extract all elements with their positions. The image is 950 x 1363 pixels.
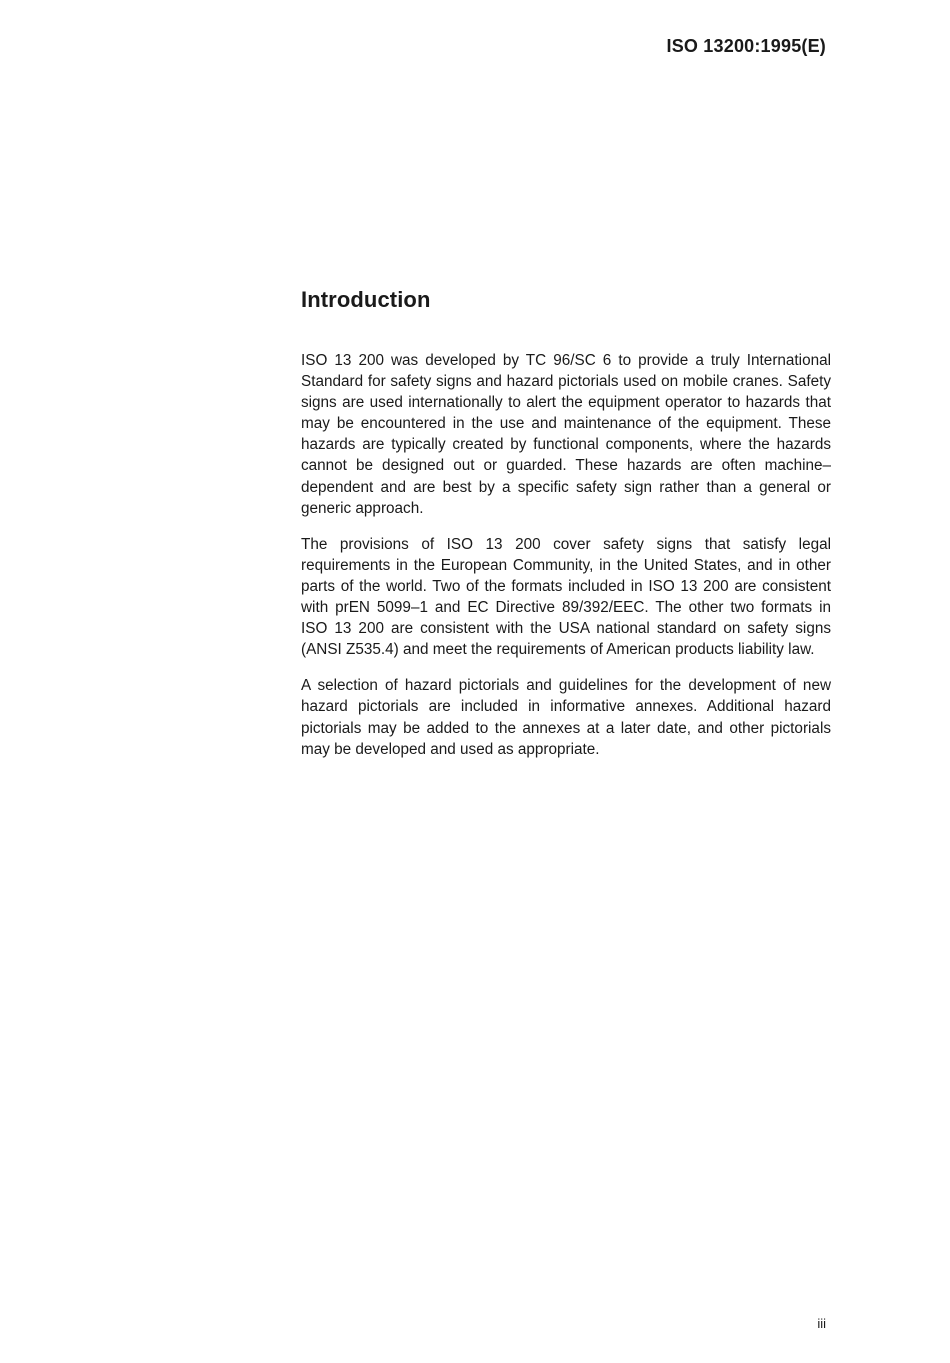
section-title: Introduction (301, 287, 431, 312)
document-id-header: ISO 13200:1995(E) (666, 36, 826, 56)
paragraph: The provisions of ISO 13 200 cover safety signs that satisfy legal requirements in the European Community, in the United States, and in other parts of the world. Two of the formats included in ISO 13 200 are consistent with prEN 5099–1 and EC Directive 89/392/EEC. The other two formats in ISO 13 200 are consistent with the USA national standard on safety signs (ANSI Z535.4) and meet the requirements of American products liability law. (301, 535, 831, 659)
introduction-body (301, 350, 831, 775)
page-number: iii (817, 1316, 826, 1331)
paragraph: ISO 13 200 was developed by TC 96/SC 6 to provide a truly International Standard for safety signs and hazard pictorials used on mobile cranes. Safety signs are used internationally to alert the equipment operator to hazards that may be encountered in the use and maintenance of the equipment. These hazards are typically created by functional components, where the hazards cannot be designed out or guarded. These hazards are often machine–dependent and are best by a specific safety sign rather than a general or generic approach. (301, 352, 831, 517)
paragraph: A selection of hazard pictorials and guidelines for the development of new hazard pictorials are included in informative annexes. Additional hazard pictorials may be added to the annexes at a later date, and other pictorials may be developed and used as appropriate. (301, 677, 831, 758)
